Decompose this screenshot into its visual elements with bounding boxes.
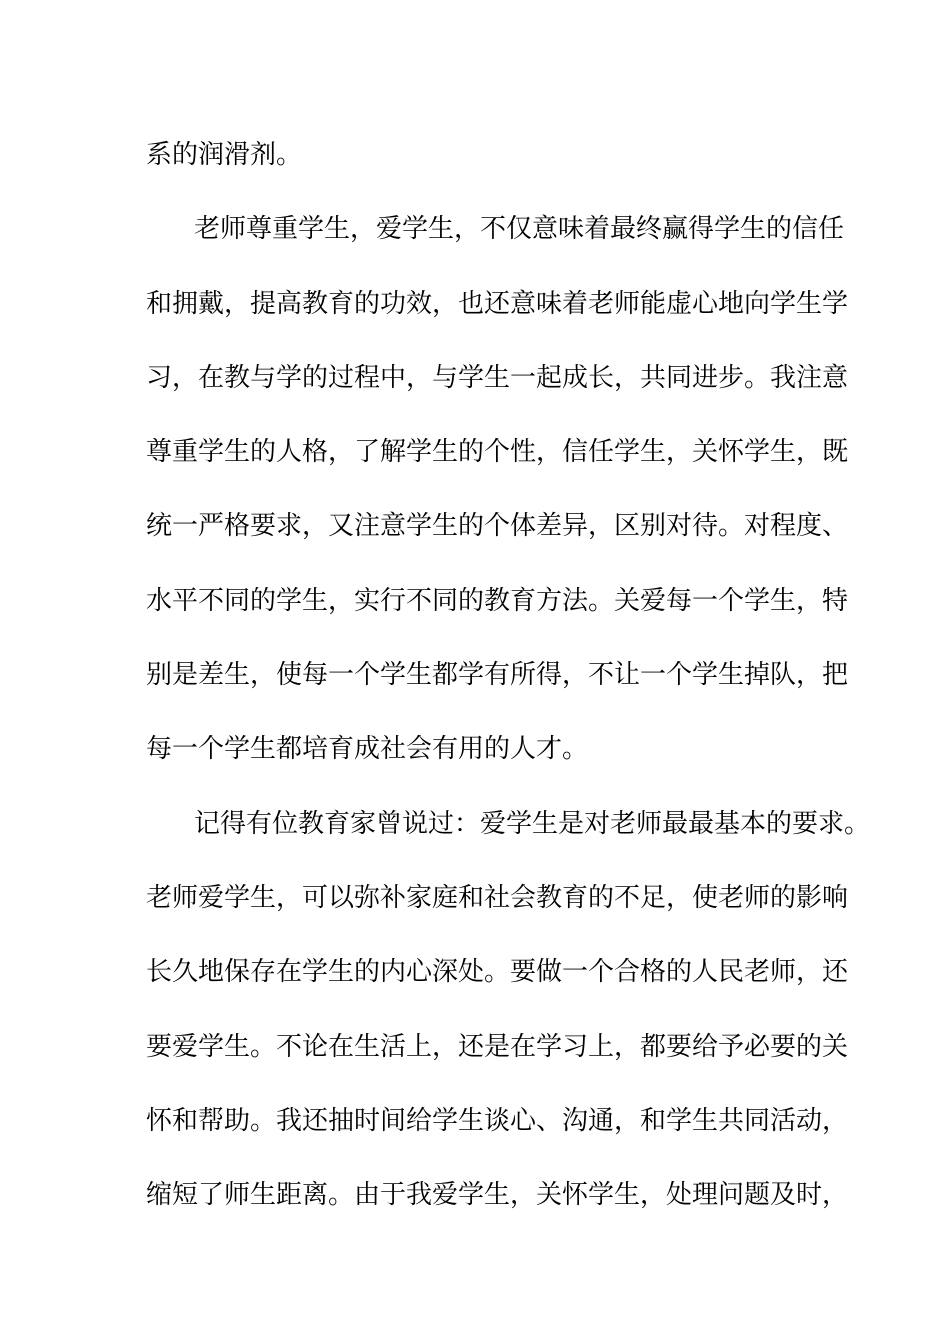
text-line: 和拥戴，提高教育的功效，也还意味着老师能虚心地向学生学: [146, 288, 849, 319]
text-line: 尊重学生的人格，了解学生的个性，信任学生，关怀学生，既: [146, 437, 849, 468]
text-line: 怀和帮助。我还抽时间给学生谈心、沟通，和学生共同活动，: [146, 1105, 849, 1136]
text-line: 要爱学生。不论在生活上，还是在学习上，都要给予必要的关: [146, 1031, 849, 1062]
body-text: [146, 125, 871, 1239]
text-line: 水平不同的学生，实行不同的教育方法。关爱每一个学生，特: [146, 585, 849, 616]
paragraph-start-line: 记得有位教育家曾说过：爱学生是对老师最最基本的要求。: [194, 808, 871, 839]
text-line: 系的润滑剂。: [146, 140, 303, 170]
text-line: 缩短了师生距离。由于我爱学生，关怀学生，处理问题及时，: [146, 1180, 849, 1211]
text-line: 统一严格要求，又注意学生的个体差异，区别对待。对程度、: [146, 511, 849, 542]
paragraph-start-line: 老师尊重学生，爱学生，不仅意味着最终赢得学生的信任: [194, 214, 845, 245]
text-line: 每一个学生都培育成社会有用的人才。: [146, 734, 589, 765]
text-line: 老师爱学生，可以弥补家庭和社会教育的不足，使老师的影响: [146, 882, 849, 913]
text-line: 习，在教与学的过程中，与学生一起成长，共同进步。我注意: [146, 362, 849, 393]
text-line: 长久地保存在学生的内心深处。要做一个合格的人民老师，还: [146, 957, 849, 988]
text-line: 别是差生，使每一个学生都学有所得，不让一个学生掉队，把: [146, 660, 849, 691]
